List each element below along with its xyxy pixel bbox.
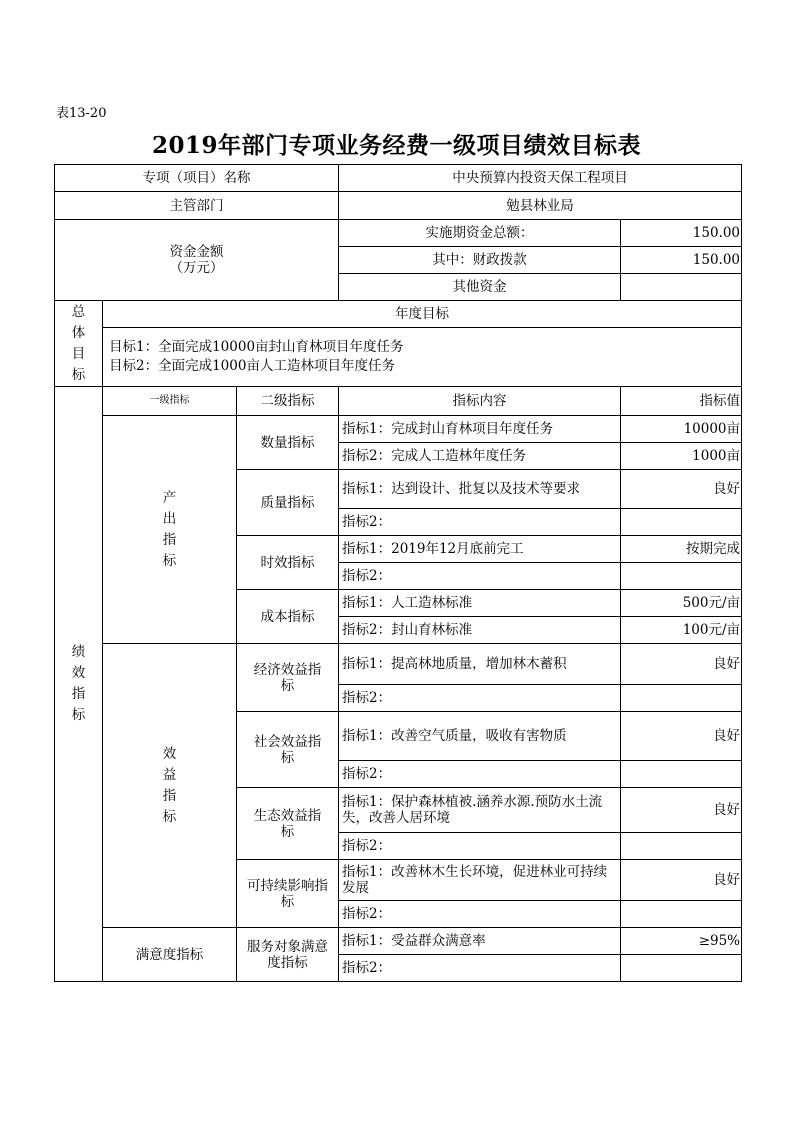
project-name-value: 中央预算内投资天保工程项目 [339,165,742,192]
sustainable-indicator-1: 指标1：改善林木生长环境，促进林业可持续发展 [339,860,621,901]
economic-indicator-2: 指标2： [339,685,621,712]
ecological-indicator-label: 生态效益指标 [237,788,339,860]
funds-unit: （万元） [169,260,224,276]
economic-value-2 [621,685,742,712]
sustainable-indicator-2: 指标2： [339,901,621,928]
cost-value-1: 500元/亩 [621,590,742,617]
timeliness-indicator-label: 时效指标 [237,536,339,590]
fiscal-funds-value: 150.00 [621,247,742,274]
annual-goal-header: 年度目标 [103,301,742,328]
quality-value-1: 良好 [621,470,742,509]
social-value-2 [621,761,742,788]
project-name-label: 专项（项目）名称 [55,165,339,192]
performance-indicators-label: 绩效指标 [55,387,103,982]
goal-2: 目标2：全面完成1000亩人工造林项目年度任务 [109,358,395,374]
col-value-header: 指标值 [621,387,742,416]
ecological-value-2 [621,833,742,860]
timeliness-indicator-2: 指标2： [339,563,621,590]
cost-indicator-label: 成本指标 [237,590,339,644]
department-label: 主管部门 [55,192,339,220]
department-value: 勉县林业局 [339,192,742,220]
funds-label: 资金金额 [169,244,224,260]
fiscal-funds-label: 其中：财政拨款 [339,247,621,274]
economic-value-1: 良好 [621,644,742,685]
sustainable-indicator-label: 可持续影响指标 [237,860,339,928]
quantity-indicator-2: 指标2：完成人工造林年度任务 [339,443,621,470]
sustainable-value-2 [621,901,742,928]
quality-value-2 [621,509,742,536]
cost-indicator-2: 指标2：封山育林标准 [339,617,621,644]
quantity-value-1: 10000亩 [621,416,742,443]
output-indicators-label: 产出指标 [103,416,237,644]
timeliness-value-1: 按期完成 [621,536,742,563]
overall-goal-label: 总体目标 [55,301,103,387]
benefit-indicators-label: 效益指标 [103,644,237,928]
service-indicator-2: 指标2： [339,955,621,982]
quantity-value-2: 1000亩 [621,443,742,470]
quality-indicator-2: 指标2： [339,509,621,536]
col-content-header: 指标内容 [339,387,621,416]
service-value-2 [621,955,742,982]
other-funds-value [621,274,742,301]
cost-indicator-1: 指标1：人工造林标准 [339,590,621,617]
service-indicator-1: 指标1：受益群众满意率 [339,928,621,955]
economic-indicator-label: 经济效益指标 [237,644,339,712]
social-value-1: 良好 [621,712,742,761]
page-title: 2019年部门专项业务经费一级项目绩效目标表 [151,132,641,159]
funds-label-cell [55,220,339,301]
quality-indicator-1: 指标1：达到设计、批复以及技术等要求 [339,470,621,509]
social-indicator-label: 社会效益指标 [237,712,339,788]
col-level1-header: 一级指标 [103,387,237,416]
other-funds-label: 其他资金 [339,274,621,301]
performance-target-table [54,164,742,982]
ecological-value-1: 良好 [621,788,742,833]
ecological-indicator-2: 指标2： [339,833,621,860]
economic-indicator-1: 指标1：提高林地质量，增加林木蓄积 [339,644,621,685]
quantity-indicator-1: 指标1：完成封山育林项目年度任务 [339,416,621,443]
service-value-1: ≥95% [621,928,742,955]
total-funds-label: 实施期资金总额： [339,220,621,247]
timeliness-value-2 [621,563,742,590]
timeliness-indicator-1: 指标1：2019年12月底前完工 [339,536,621,563]
service-indicator-label: 服务对象满意度指标 [237,928,339,982]
col-level2-header: 二级指标 [237,387,339,416]
ecological-indicator-1: 指标1：保护森林植被.涵养水源.预防水土流失，改善人居环境 [339,788,621,833]
goal-1: 目标1：全面完成10000亩封山育林项目年度任务 [109,339,404,355]
social-indicator-2: 指标2： [339,761,621,788]
satisfaction-indicators-label: 满意度指标 [103,928,237,982]
sustainable-value-1: 良好 [621,860,742,901]
annual-goals-cell [103,328,742,387]
table-number: 表13-20 [56,106,107,121]
quality-indicator-label: 质量指标 [237,470,339,536]
total-funds-value: 150.00 [621,220,742,247]
cost-value-2: 100元/亩 [621,617,742,644]
social-indicator-1: 指标1：改善空气质量，吸收有害物质 [339,712,621,761]
quantity-indicator-label: 数量指标 [237,416,339,470]
